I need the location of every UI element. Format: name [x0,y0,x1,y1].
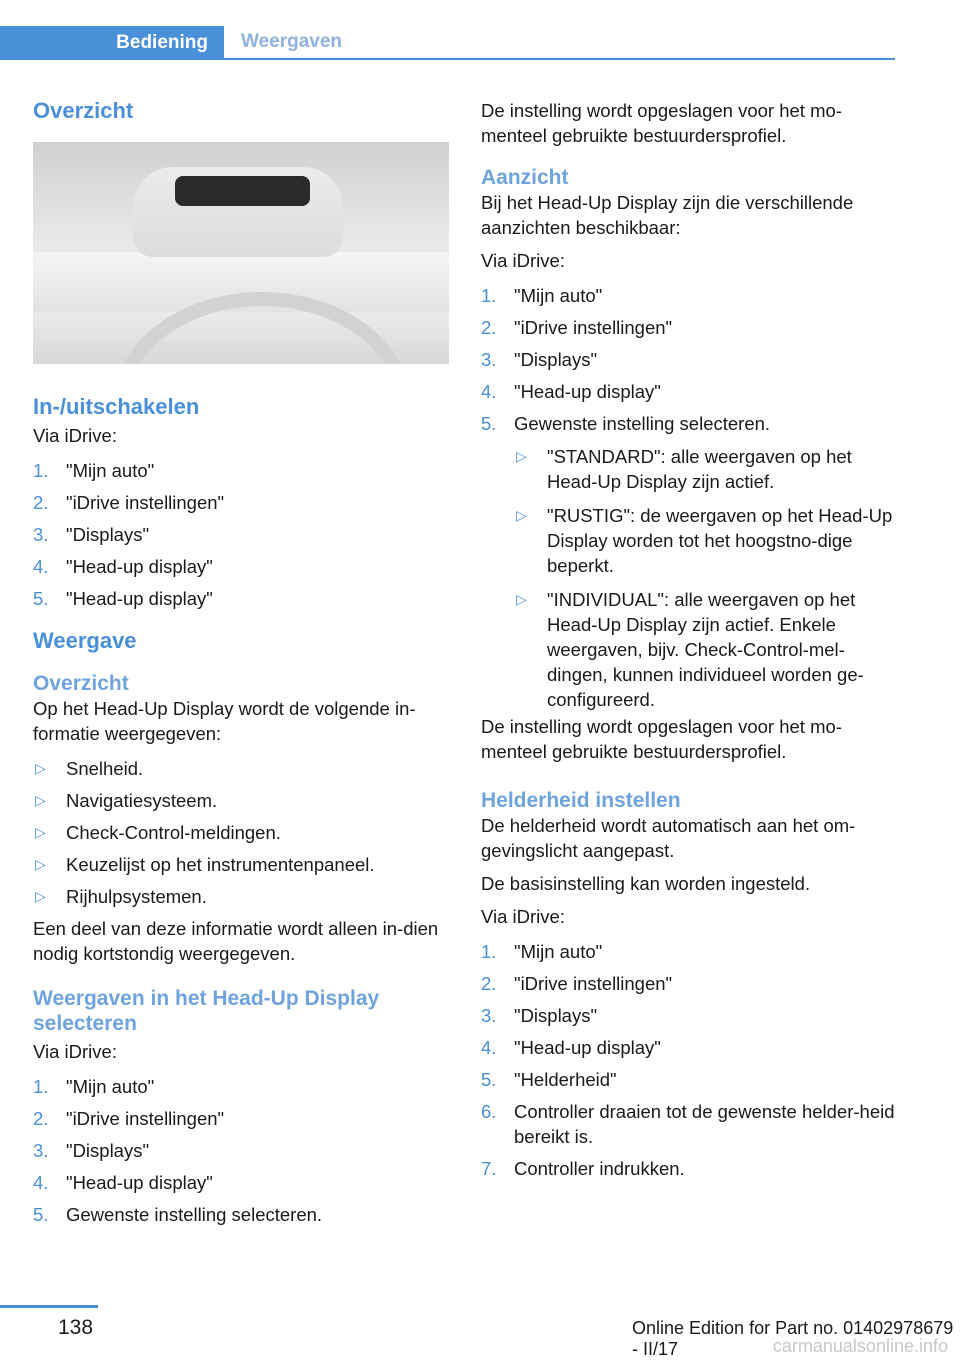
right-column [481,98,896,1188]
heading-overzicht: Overzicht [33,98,134,123]
list-item: ▷ Snelheid. [35,758,144,779]
list-item: 3. "Displays" [33,1140,150,1161]
list-item: 3. "Displays" [481,1005,598,1026]
list-item: 2. "iDrive instellingen" [481,973,673,994]
paragraph-helderheid-2: De basisinstelling kan worden ingesteld. [481,873,811,894]
list-item: 5. Gewenste instelling selecteren. ▷ "STANDARD": alle weergaven op het Head-Up Display zijn actief. ▷ "RUSTIG": de weergaven op het Head-Up Display worden tot het hoogstno-dige beperkt. ▷ "INDIVIDUAL": alle weergaven op het Head-Up Display zijn actief. Enkele weergaven, bijv. Check-Control-mel-dingen, kunnen individueel worden ge-configureerd. [481,411,896,712]
list-item: 4. "Head-up display" [33,556,213,577]
list-item: ▷ Navigatiesysteem. [35,790,218,811]
paragraph-info: Op het Head-Up Display wordt de volgende in-formatie weergegeven: [33,698,416,744]
edition-text: Online Edition for Part no. 01402978679 - II/17 [632,1318,954,1359]
list-item: 2. "iDrive instellingen" [33,492,225,513]
numbered-list-1 [33,458,449,611]
via-idrive: Via iDrive: [33,425,117,446]
tab-bediening[interactable]: Bediening [0,26,224,60]
paragraph-opgeslagen: De instelling wordt opgeslagen voor het mo-menteel gebruikte bestuurdersprofiel. [481,100,842,146]
numbered-list-4 [481,939,896,1181]
list-item: ▷ "INDIVIDUAL": alle weergaven op het Head-Up Display zijn actief. Enkele weergaven, bijv. Check-Control-mel-dingen, kunnen individueel worden ge-configureerd. [516,589,864,710]
list-item: 1. "Mijn auto" [481,285,603,306]
via-idrive: Via iDrive: [481,250,565,271]
header-tabs [0,26,895,60]
paragraph-helderheid-1: De helderheid wordt automatisch aan het om-gevingslicht aangepast. [481,815,856,861]
list-item: 4. "Head-up display" [481,381,661,402]
via-idrive: Via iDrive: [33,1041,117,1062]
hud-photo [33,142,449,364]
sub-bullet-list [514,444,896,712]
list-item: ▷ Rijhulpsystemen. [35,886,207,907]
list-item: 4. "Head-up display" [481,1037,661,1058]
list-item: 1. "Mijn auto" [33,1076,155,1097]
list-item: 5. Gewenste instelling selecteren. [33,1204,323,1225]
heading-overzicht-sub: Overzicht [33,672,129,695]
bullet-list [33,756,449,909]
list-item: 2. "iDrive instellingen" [33,1108,225,1129]
list-item: ▷ Keuzelijst op het instrumentenpaneel. [35,854,375,875]
page-number: 138 [58,1316,94,1339]
heading-selecteren: Weergaven in het Head-Up Display selecteren [33,987,380,1035]
list-item: 3. "Displays" [481,349,598,370]
left-column [33,98,449,1234]
heading-in-uitschakelen: In-/uitschakelen [33,394,200,419]
header-divider [0,58,895,60]
numbered-list-3 [481,283,896,712]
list-item: ▷ "STANDARD": alle weergaven op het Head-Up Display zijn actief. [516,446,852,492]
list-item: 5. "Head-up display" [33,588,213,609]
watermark: carmanualsonline.info [772,1336,948,1356]
via-idrive: Via iDrive: [481,906,565,927]
heading-helderheid: Helderheid instellen [481,789,681,812]
list-item: 5. "Helderheid" [481,1069,617,1090]
list-item: 6. Controller draaien tot de gewenste helder-heid bereikt is. [481,1101,895,1147]
list-item: 4. "Head-up display" [33,1172,213,1193]
paragraph-opgeslagen-2: De instelling wordt opgeslagen voor het mo-menteel gebruikte bestuurdersprofiel. [481,716,842,762]
heading-weergave: Weergave [33,628,137,653]
paragraph-deel: Een deel van deze informatie wordt alleen in-dien nodig kortstondig weergegeven. [33,918,439,964]
list-item: ▷ Check-Control-meldingen. [35,822,281,843]
numbered-list-2 [33,1074,449,1227]
list-item: ▷ "RUSTIG": de weergaven op het Head-Up Display worden tot het hoogstno-dige beperkt. [516,505,893,576]
list-item: 1. "Mijn auto" [481,941,603,962]
list-item: 2. "iDrive instellingen" [481,317,673,338]
list-item: 3. "Displays" [33,524,150,545]
paragraph-aanzicht: Bij het Head-Up Display zijn die verschillende aanzichten beschikbaar: [481,192,854,238]
list-item: 1. "Mijn auto" [33,460,155,481]
list-item: 7. Controller indrukken. [481,1158,685,1179]
footer-rule [0,1305,98,1308]
heading-aanzicht: Aanzicht [481,166,569,189]
tab-weergaven[interactable]: Weergaven [241,31,343,52]
